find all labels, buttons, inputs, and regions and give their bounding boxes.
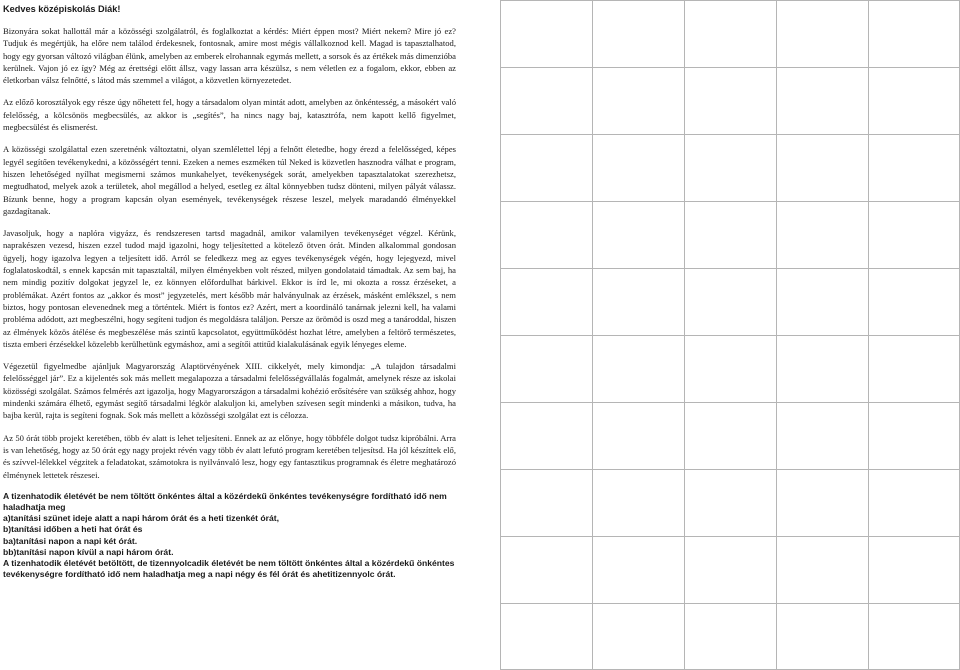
log-grid-cell: [592, 0, 684, 67]
legal-limit-over-16: A tizenhatodik életévét betöltött, de tizennyolcadik életévét be nem töltött önkéntes által a közérdekű önkéntes tevékenységre fordítható idő nem haladhatja meg a napi négy és fél órát és ahetitizennyolc órát.: [3, 558, 455, 580]
log-grid-cell: [868, 335, 960, 402]
log-grid-cell: [592, 268, 684, 335]
log-grid-cell: [776, 268, 868, 335]
letter-paragraph-3: A közösségi szolgálattal ezen szeretnénk változtatni, olyan szemlélettel lépj a felnőtt életedbe, hogy érezd a felelősséged, képes legyél segítően tevékenykedni, a közösségért tenni. Ezeken a nemes eszméken túl Neked is közvetlen hasznodra válhat e program, hiszen lehetőséged nyílhat megismerni számos munkahelyet, tevékenységek sorát, amelyekben tapasztalatokat szerezhetsz, megtudhatod, melyek azok a területek, ahol megállod a helyed, esetleg ez által könnyebben tudsz dönteni, milyen pályát válassz. Bízunk benne, hogy a program kapcsán olyan események, tevékenységek részese leszel, melyek maradandó élményekkel gazdagítanak.: [3, 144, 456, 216]
log-grid-cell: [684, 201, 776, 268]
log-grid-cell: [684, 0, 776, 67]
log-grid-cell: [776, 134, 868, 201]
log-grid-cell: [868, 536, 960, 603]
log-grid-cell: [592, 67, 684, 134]
log-grid-cell: [776, 536, 868, 603]
log-grid-cell: [868, 67, 960, 134]
letter-paragraph-1: Bizonyára sokat hallottál már a közösségi szolgálatról, és foglalkoztat a kérdés: Miért éppen most? Miért nekem? Mire jó ez? Tudjuk és megértjük, ha előre nem találod érdekesnek, fontosnak, amire most mégis vállalkoznod kell. Magad is tapasztalhatod, hogy egy gyorsan változó világban élünk, amelyben az emberek elrohannak egymás mellett, a sorsok és az értékek más dimenzióba kerülnek. Vajon jó ez így? Még az érettségi előtt állsz, vagy lassan arra készülsz, s nem véletlen ez a fogalom, ekkor, ebben az életkorban válsz felnőtté, s látod más szemmel a világot, a közvetlen környezetedet.: [3, 26, 456, 86]
log-grid-cell: [868, 402, 960, 469]
letter-paragraph-2: Az előző korosztályok egy része úgy nőhetett fel, hogy a társadalom olyan mintát adott, amelyben az önkéntesség, a másokért való felelősség, a kölcsönös megbecsülés, az akkor is „segítés”, ha nincs nagy baj, katasztrófa, nem kapott kellő figyelmet, megbecsülést és elismerést.: [3, 97, 456, 133]
letter-salutation: Kedves középiskolás Diák!: [3, 4, 121, 14]
log-grid-cell: [592, 603, 684, 670]
log-grid-cell: [776, 67, 868, 134]
log-grid: [500, 0, 960, 670]
log-grid-cell: [776, 402, 868, 469]
log-grid-cell: [592, 335, 684, 402]
log-grid-cell: [500, 134, 592, 201]
log-grid-cell: [500, 67, 592, 134]
log-grid-cell: [684, 469, 776, 536]
log-grid-cell: [684, 536, 776, 603]
log-grid-cell: [684, 603, 776, 670]
legal-limits-block: [3, 491, 456, 581]
log-grid-cell: [592, 469, 684, 536]
letter-paragraph-4: Javasoljuk, hogy a naplóra vigyázz, és rendszeresen tartsd magadnál, amikor valamilyen tevékenységet végzel. Kérünk, naprakészen vezesd, hiszen ezzel tudod majd igazolni, hogy teljesítetted a kötelező ötven órát. Minden alkalommal gondosan ügyelj, hogy igazolva legyen a teljesített idő. Arról se feledkezz meg az egyes tevékenységek végén, hogy lejegyezd, mivel foglalatoskodtál, s ennek kapcsán mit tapasztaltál, milyen élményekben volt részed, milyen gondolataid támadtak. Az sem baj, ha nem mindig pozitív dolgokat jegyzel le, ez könnyen előfordulhat bárkivel. Ekkor is írd le, mi okozta a rossz érzéseket, a problémákat. Azért fontos az „akkor és most” jegyzetelés, mert később már halványulnak az érzések, másként emlékszel, s nem biztos, hogy pontosan elevenednek meg a történtek. Miért is fontos ez? Azért, mert a koordináló tanárnak jelezni kell, ha valami probléma adódott, azt megbeszélni, hogy segíteni tudjon és megoldásra találjon. Persze az örömöd is oszd meg a tanároddal, hiszen az élmények közös átélése és megbeszélése más szintű kapcsolatot, együttműködést hozhat létre, amelyben a feltörő természetes, tiszta emberi érzésekkel közelebb kerülhetünk egymáshoz, ami a segítői attitűd kialakulásának egyik lényeges eleme.: [3, 228, 456, 349]
log-grid-cell: [500, 268, 592, 335]
log-grid-cell: [500, 536, 592, 603]
letter-text-column: [3, 3, 456, 580]
letter-paragraph-5: Végezetül figyelmedbe ajánljuk Magyarország Alaptörvényének XIII. cikkelyét, mely kimondja: „A tulajdon társadalmi felelősséggel jár”. Ez a kijelentés sok más mellett megalapozza a társadalmi felelősségvállalás fogalmát, amelynek része az iskolai közösségi szolgálat. Számos felmérés azt igazolja, hogy Magyarországon a társadalmi kohézió erősítésére van szükség ahhoz, hogy mindenki számára élhető, egymást segítő társadalmi légkör alakuljon ki, amelyben szívesen segít mindenki a másikon, tudva, ha bajba kerül, rajta is segíteni fognak. Sok más mellett a közösségi szolgálat ezt is célozza.: [3, 361, 456, 421]
log-grid-cell: [684, 134, 776, 201]
legal-limit-b: b)tanítási időben a heti hat órát és: [3, 524, 143, 535]
log-grid-cell: [776, 0, 868, 67]
log-grid-cell: [684, 335, 776, 402]
log-grid-cell: [592, 134, 684, 201]
log-grid-cell: [500, 469, 592, 536]
log-grid-cell: [868, 201, 960, 268]
log-grid-cell: [500, 402, 592, 469]
log-grid-cell: [868, 0, 960, 67]
log-grid-cell: [500, 201, 592, 268]
log-grid-cell: [684, 402, 776, 469]
legal-limit-bb: bb)tanítási napon kívül a napi három órát.: [3, 546, 174, 557]
letter-paragraph-6: Az 50 órát több projekt keretében, több év alatt is lehet teljesíteni. Ennek az az előnye, hogy többféle dolgot tudsz kipróbálni. Arra is van lehetőség, hogy az 50 órát egy nagy projekt révén vagy több év alatt lefutó program keretében teljesítsd. Ha jól készíttek elő, és szívvel-lélekkel végzitek a feladatokat, számotokra is nyilvánvaló lesz, hogy egy fantasztikus programnak és életre meghatározó élménynek lettetek részesei.: [3, 432, 456, 480]
log-grid-cell: [592, 201, 684, 268]
log-grid-cell: [592, 402, 684, 469]
log-grid-cell: [868, 134, 960, 201]
legal-limit-ba: ba)tanítási napon a napi két órát.: [3, 535, 138, 546]
log-grid-cell: [684, 67, 776, 134]
log-grid-cell: [776, 335, 868, 402]
log-grid-cell: [500, 335, 592, 402]
log-grid-cell: [684, 268, 776, 335]
log-grid-cell: [500, 0, 592, 67]
log-grid-cell: [868, 268, 960, 335]
log-grid-cell: [776, 603, 868, 670]
log-grid-cell: [776, 469, 868, 536]
log-grid-cell: [592, 536, 684, 603]
legal-limit-intro: A tizenhatodik életévét be nem töltött önkéntes által a közérdekű önkéntes tevékenységre fordítható idő nem haladhatja meg: [3, 490, 447, 512]
log-grid-cell: [776, 201, 868, 268]
log-grid-cell: [868, 603, 960, 670]
log-grid-cell: [500, 603, 592, 670]
log-grid-cell: [868, 469, 960, 536]
legal-limit-a: a)tanítási szünet ideje alatt a napi három órát és a heti tizenkét órát,: [3, 513, 280, 524]
